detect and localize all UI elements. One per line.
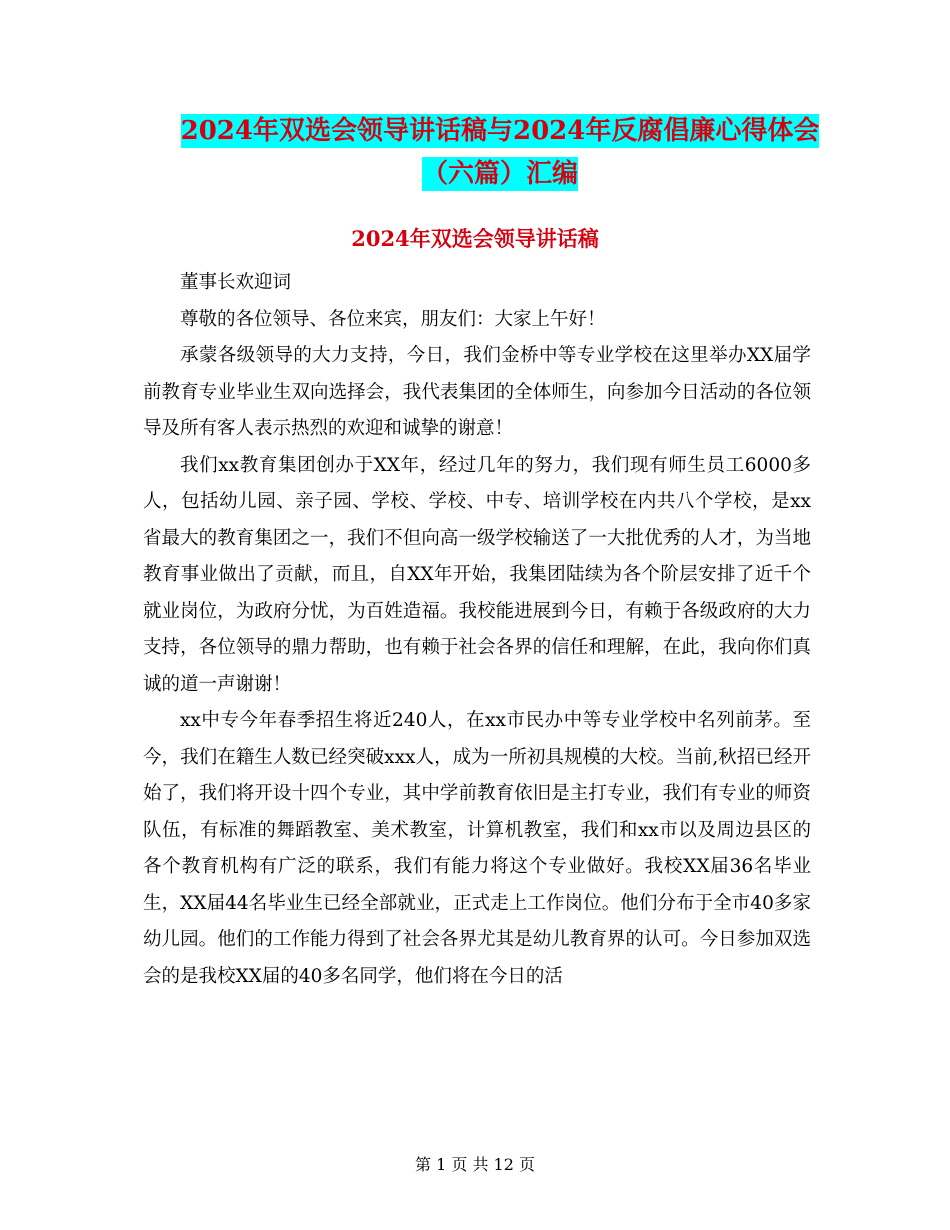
- section-heading: 2024年双选会领导讲话稿: [351, 226, 599, 251]
- document-body: [143, 265, 811, 995]
- document-title-line-1: [140, 115, 860, 147]
- page-footer: 第 1 页 共 12 页: [415, 1155, 535, 1174]
- paragraph-group-intro: 我们xx教育集团创办于XX年，经过几年的努力，我们现有师生员工6000多人，包括幼儿园、亲子园、学校、学校、中专、培训学校在内共八个学校，是xx省最大的教育集团之一，我们不但向高一级学校输送了一大批优秀的人才，为当地教育事业做出了贡献，而且，自XX年开始，我集团陆续为各个阶层安排了近千个就业岗位，为政府分忧，为百姓造福。我校能进展到今日，有赖于各级政府的大力支持，各位领导的鼎力帮助，也有赖于社会各界的信任和理解，在此，我向你们真诚的道一声谢谢！: [143, 454, 811, 695]
- paragraph-greeting-title: 董事长欢迎词: [180, 272, 292, 293]
- paragraph-salutation: 尊敬的各位领导、各位来宾，朋友们：大家上午好！: [180, 308, 606, 330]
- document-title-line-2: [140, 158, 860, 190]
- document-title-highlight-2: （六篇）汇编: [421, 159, 578, 189]
- document-title-highlight-1: 2024年双选会领导讲话稿与2024年反腐倡廉心得体会: [180, 116, 820, 146]
- paragraph-welcome: 承蒙各级领导的大力支持，今日，我们金桥中等专业学校在这里举办XX届学前教育专业毕业生双向选择会，我代表集团的全体师生，向参加今日活动的各位领导及所有客人表示热烈的欢迎和诚挚的谢意！: [143, 345, 811, 439]
- paragraph-school-status: xx中专今年春季招生将近240人，在xx市民办中等专业学校中名列前茅。至今，我们在籍生人数已经突破xxx人，成为一所初具规模的大校。当前,秋招已经开始了，我们将开设十四个专业，其中学前教育依旧是主打专业，我们有专业的师资队伍，有标准的舞蹈教室、美术教室，计算机教室，我们和xx市以及周边县区的各个教育机构有广泛的联系，我们有能力将这个专业做好。我校XX届36名毕业生，XX届44名毕业生已经全部就业，正式走上工作岗位。他们分布于全市40多家幼儿园。他们的工作能力得到了社会各界尤其是幼儿教育界的认可。今日参加双选会的是我校XX届的40多名同学，他们将在今日的活: [143, 710, 811, 987]
